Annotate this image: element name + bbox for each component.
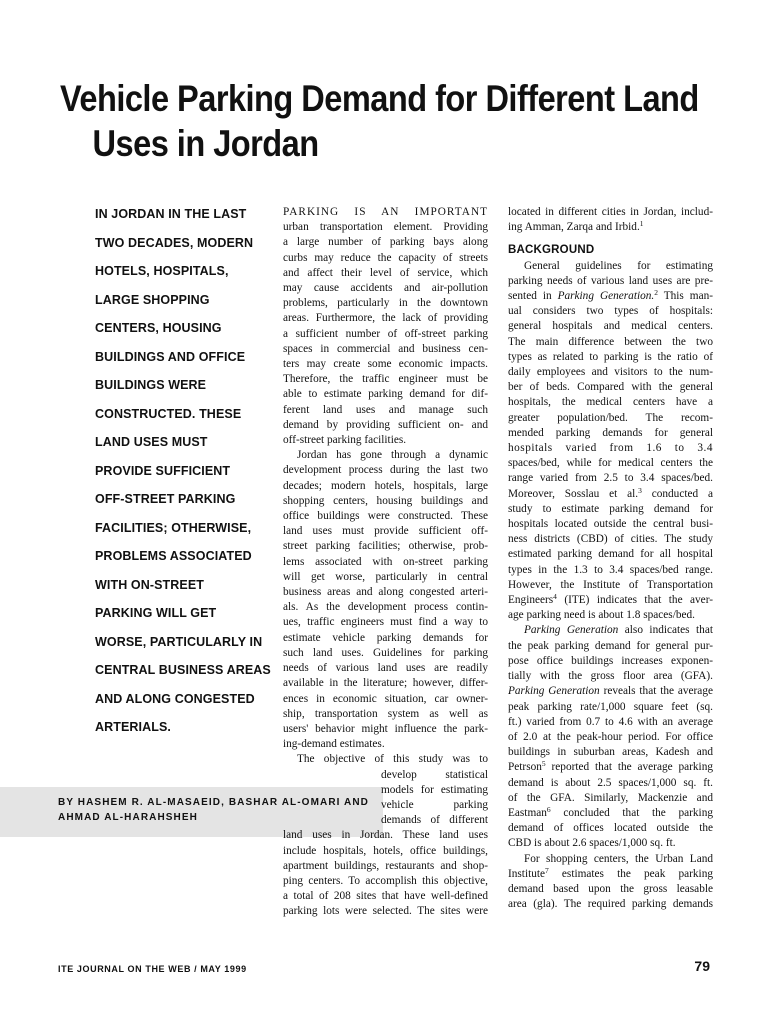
pull-quote-line: LAND USES MUST [95, 435, 208, 449]
body-line: develop statistical [381, 768, 488, 781]
reference-marker: 4 [553, 592, 557, 602]
body-line [508, 684, 713, 699]
body-line: ferent land uses and manage such [283, 403, 488, 416]
body-line: hospitals, the medical centers have a [508, 396, 713, 409]
body-line: include hospitals, hotels, office buildings, [283, 844, 488, 857]
body-line: urban transportation element. Providing [283, 221, 488, 234]
body-line: land uses must provide sufficient off- [283, 525, 488, 538]
body-line: business areas and along congested arteri- [283, 586, 488, 599]
title-line-1: Vehicle Parking Demand for Different Land [60, 78, 699, 119]
reference-marker: 3 [638, 485, 642, 495]
body-line: decades; modern hotels, hospitals, large [283, 479, 488, 492]
body-line: general hospitals and medical centers. [508, 320, 713, 333]
article-title [60, 76, 699, 166]
pull-quote-line: TWO DECADES, MODERN [95, 235, 254, 250]
lead-in-line: PARKING IS AN IMPORTANT [283, 206, 488, 218]
body-text: also indicates that [618, 624, 713, 637]
body-line: needs of various land uses are readily [283, 662, 488, 675]
body-line: street parking facilities; otherwise, prob- [283, 540, 488, 553]
reference-marker: 1 [639, 219, 644, 229]
body-line: ues, traffic engineers must find a way to [283, 616, 488, 629]
pull-quote-line: PARKING WILL GET [95, 606, 217, 620]
body-line: ft.) varied from 0.7 to 4.6 with an average [508, 715, 713, 728]
cited-title: Parking Generation [524, 624, 619, 637]
body-line: ual considers two types of hospitals: [508, 305, 713, 318]
body-line: demand is about 2.5 spaces/1,000 sq. ft. [508, 776, 713, 789]
body-line: Jordan has gone through a dynamic [297, 449, 488, 462]
body-line: CBD is about 2.6 spaces/1,000 sq. ft. [508, 837, 676, 850]
pull-quote-line: CENTRAL BUSINESS AREAS [95, 663, 271, 677]
page-number: 79 [694, 958, 710, 974]
body-line [508, 760, 713, 775]
body-line: ness districts (CBD) of cities. The study [508, 533, 713, 546]
body-line: models for estimating [381, 783, 488, 796]
pull-quote-line: BUILDINGS WERE [95, 378, 207, 392]
body-line [508, 806, 713, 821]
byline-line-2: AHMAD AL-HARAHSHEH [58, 812, 198, 823]
body-line: demand of offices located outside the [508, 822, 713, 835]
body-line [508, 487, 713, 502]
cited-title: Parking Generation. [557, 290, 655, 303]
byline-line-1: BY HASHEM R. AL-MASAEID, BASHAR AL-OMARI AND [58, 797, 369, 808]
body-line: ping centers. To accomplish this objective, [283, 874, 488, 887]
body-line: spaces/bed, while for medical centers the [508, 457, 713, 470]
body-text: (ITE) indicates that the aver- [556, 594, 713, 607]
body-line: a sufficient number of off-street parking [283, 327, 488, 340]
body-line [508, 593, 713, 608]
body-line: lems associated with on-street parking [283, 555, 488, 568]
body-line: The objective of this study was to [297, 753, 488, 766]
body-line: hospitals located outside the central busi- [508, 518, 713, 531]
body-text: concluded that the parking [550, 806, 713, 819]
body-line: may cause accidents and air-pollution [283, 282, 488, 295]
body-line: spaces in commercial and business cen- [283, 342, 488, 355]
body-column-3 [508, 205, 713, 912]
body-text: sented in [508, 290, 558, 303]
body-line: office buildings were constructed. These [283, 510, 488, 523]
body-line: types as related to parking is the ratio of [508, 350, 713, 363]
body-line: located in different cities in Jordan, includ- [508, 206, 713, 218]
pull-quote-line: BUILDINGS AND OFFICE [95, 349, 246, 364]
body-line: The main difference between the two [508, 335, 713, 348]
pull-quote-line: AND ALONG CONGESTED [95, 691, 255, 706]
body-line: area (gla). The required parking demands [508, 898, 713, 911]
body-line: parking lots were selected. The sites were [283, 905, 488, 918]
body-line: als. As the development process contin- [283, 601, 488, 614]
body-line: a total of 208 sites that have well-defined [283, 890, 488, 903]
reference-marker: 2 [654, 288, 658, 298]
body-line: Therefore, the traffic engineer must be [283, 373, 488, 386]
body-text: ing Amman, Zarqa and Irbid. [508, 221, 640, 234]
body-line: ing-demand estimates. [283, 738, 385, 751]
body-line: pose office buildings increases exponen- [508, 654, 713, 667]
body-line: and affect their level of service, which [283, 266, 488, 279]
pull-quote-line: PROVIDE SUFFICIENT [95, 463, 231, 478]
body-line: available in the literature; however, differ- [283, 677, 488, 690]
body-column-2 [283, 205, 488, 920]
body-line: estimated parking demand for all hospital [508, 548, 713, 561]
pull-quote-line: CENTERS, HOUSING [95, 321, 222, 335]
pull-quote-line: ARTERIALS. [95, 720, 171, 734]
body-line: off-street parking facilities. [283, 434, 407, 447]
body-line: of the GFA. Similarly, Mackenzie and [508, 791, 713, 804]
pull-quote [95, 200, 270, 742]
body-line: hospitals varied from 1.6 to 3.4 [508, 442, 713, 455]
body-text: Petrson [508, 761, 542, 774]
body-line [508, 289, 713, 304]
body-line: able to estimate parking demand for dif- [283, 388, 488, 401]
body-line: peak parking rate/1,000 square feet (sq. [508, 700, 713, 713]
body-line: General guidelines for estimating [524, 259, 713, 272]
body-line: the peak parking demand for general pur- [508, 639, 713, 652]
body-line: age parking need is about 1.8 spaces/bed. [508, 609, 695, 622]
body-line: However, the Institute of Transportation [508, 578, 713, 591]
journal-footer: ITE JOURNAL ON THE WEB / MAY 1999 [58, 964, 247, 974]
body-text: conducted a [641, 487, 713, 500]
body-line: types in the 1.3 to 3.4 spaces/bed range. [508, 563, 713, 576]
body-line: areas. Furthermore, the lack of providing [283, 312, 488, 325]
body-line: range varied from 2.5 to 3.4 spaces/bed. [508, 472, 713, 485]
pull-quote-line: PROBLEMS ASSOCIATED [95, 549, 252, 563]
body-line: buildings in suburban areas, Kadesh and [508, 746, 713, 759]
body-line: users' behavior might influence the park- [283, 722, 488, 735]
body-text: Moreover, Sosslau et al. [508, 487, 639, 500]
body-line [508, 623, 713, 638]
body-line: problems, particularly in the downtown [283, 297, 488, 310]
pull-quote-line: WORSE, PARTICULARLY IN [95, 634, 263, 649]
reference-marker: 6 [546, 804, 551, 814]
body-line: curbs may reduce the capacity of streets [283, 251, 488, 264]
body-line: such land uses. Guidelines for parking [283, 646, 488, 659]
pull-quote-line: CONSTRUCTED. THESE [95, 406, 242, 421]
reference-marker: 5 [541, 759, 546, 769]
body-line: a large number of parking bays along [283, 236, 488, 249]
reference-marker: 7 [545, 865, 549, 875]
section-heading: BACKGROUND [508, 244, 595, 257]
body-text: reveals that the average [599, 685, 713, 698]
body-line: vehicle parking [381, 798, 488, 811]
body-line: of 2.0 at the peak-hour period. For office [508, 730, 713, 743]
body-line [508, 220, 713, 235]
body-line: demand by providing sufficient on- and [283, 418, 488, 431]
pull-quote-line: LARGE SHOPPING [95, 292, 210, 307]
body-line: study to estimate parking demand for [508, 502, 713, 515]
body-line: land uses in Jordan. These land uses [283, 829, 488, 842]
pull-quote-line: FACILITIES; OTHERWISE, [95, 520, 252, 535]
pull-quote-line: IN JORDAN IN THE LAST [95, 207, 247, 221]
body-line: will get worse, particularly in central [283, 570, 488, 583]
body-line: daily employees and visitors to the num- [508, 366, 713, 379]
body-text: reported that the average parking [545, 761, 713, 774]
body-line: ber of beds. Compared with the general [508, 381, 713, 394]
pull-quote-line: WITH ON-STREET [95, 577, 205, 592]
body-line: ship, transportation system as well as [283, 707, 488, 720]
body-text: Institute [508, 867, 546, 880]
body-line: demands of different [381, 814, 488, 827]
title-line-2: Uses in Jordan [92, 123, 319, 164]
body-line: mended parking demands for general [508, 426, 713, 439]
body-line: development process during the last two [283, 464, 488, 477]
body-line: parking needs of various land uses are pre- [508, 274, 713, 287]
body-line: For shopping centers, the Urban Land [524, 852, 713, 865]
cited-title: Parking Generation [508, 685, 600, 698]
body-line: ences in economic situation, car owner- [283, 692, 488, 705]
body-text: Eastman [508, 806, 547, 819]
pull-quote-line: OFF-STREET PARKING [95, 492, 236, 506]
body-line: apartment buildings, restaurants and shop- [283, 859, 488, 872]
body-line [508, 867, 713, 882]
body-line: estimate vehicle parking demands for [283, 631, 488, 644]
body-text: estimates the peak parking [548, 867, 713, 880]
body-line: shopping centers, housing buildings and [283, 494, 488, 507]
body-line: ters may create some economic impacts. [283, 358, 488, 371]
pull-quote-line: HOTELS, HOSPITALS, [95, 264, 229, 278]
body-text: Engineers [508, 594, 554, 607]
body-text: This man- [657, 290, 713, 303]
body-line: demand based upon the gross leasable [508, 882, 713, 895]
body-line: greater population/bed. The recom- [508, 411, 713, 424]
body-line: tially with the gross floor area (GFA). [508, 670, 713, 683]
